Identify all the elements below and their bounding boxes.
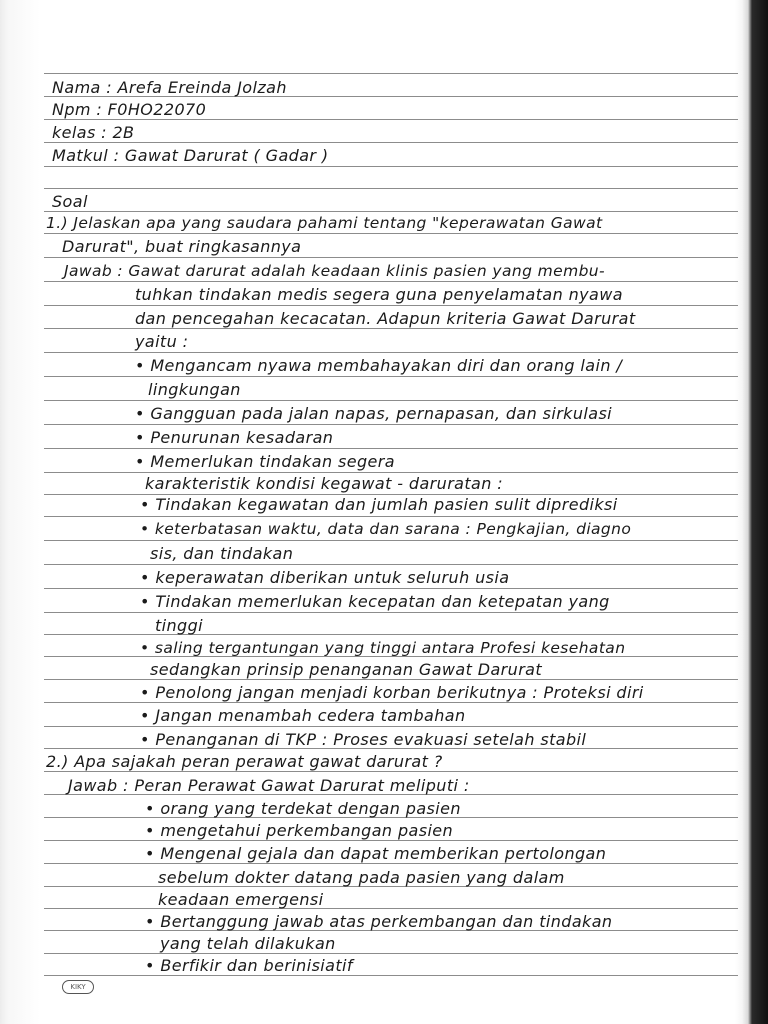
- principles-item: • Penanganan di TKP : Proses evakuasi setelah stabil: [140, 730, 587, 749]
- question-1: 1.) Jelaskan apa yang saudara pahami tentang "keperawatan Gawat: [46, 214, 603, 232]
- characteristics-item: • keterbatasan waktu, data dan sarana : Pengkajian, diagno: [140, 520, 632, 538]
- role-item: • Mengenal gejala dan dapat memberikan pertolongan: [145, 844, 607, 863]
- ruled-line: [44, 233, 738, 234]
- ruled-line: [44, 376, 738, 377]
- characteristics-item-cont: tinggi: [155, 616, 204, 635]
- principles-item: • Penolong jangan menjadi korban berikutnya : Proteksi diri: [140, 683, 644, 702]
- characteristics-item: • keperawatan diberikan untuk seluruh usia: [140, 568, 510, 587]
- role-item-cont: keadaan emergensi: [158, 890, 324, 909]
- characteristics-item-cont: sis, dan tindakan: [150, 544, 294, 563]
- criteria-item: • Memerlukan tindakan segera: [135, 452, 395, 471]
- ruled-line: [44, 305, 738, 306]
- criteria-item: • Penurunan kesadaran: [135, 428, 334, 447]
- section-heading: Soal: [52, 192, 88, 211]
- answer-2-line: Jawab : Peran Perawat Gawat Darurat meliputi :: [68, 776, 470, 795]
- question-1-cont: Darurat", buat ringkasannya: [62, 237, 302, 256]
- ruled-line: [44, 679, 738, 680]
- ruled-line: [44, 119, 738, 120]
- ruled-line: [44, 612, 738, 613]
- ruled-line: [44, 188, 738, 189]
- ruled-line: [44, 352, 738, 353]
- criteria-item: • Mengancam nyawa membahayakan diri dan orang lain /: [135, 356, 623, 375]
- ruled-line: [44, 166, 738, 167]
- role-item-cont: yang telah dilakukan: [160, 934, 336, 953]
- answer-1-line: yaitu :: [135, 332, 189, 351]
- criteria-item: • Gangguan pada jalan napas, pernapasan, dan sirkulasi: [135, 404, 613, 423]
- ruled-line: [44, 953, 738, 954]
- ruled-line: [44, 564, 738, 565]
- answer-1-line: tuhkan tindakan medis segera guna penyelamatan nyawa: [135, 285, 623, 304]
- ruled-line: [44, 908, 738, 909]
- principles-heading: sedangkan prinsip penanganan Gawat Darurat: [150, 660, 543, 679]
- role-item-cont: sebelum dokter datang pada pasien yang dalam: [158, 868, 565, 887]
- ruled-line: [44, 516, 738, 517]
- answer-1-line: dan pencegahan kecacatan. Adapun kriteria Gawat Darurat: [135, 309, 636, 328]
- criteria-item-cont: lingkungan: [148, 380, 241, 399]
- role-item: • orang yang terdekat dengan pasien: [145, 799, 461, 818]
- ruled-line: [44, 840, 738, 841]
- ruled-line: [44, 448, 738, 449]
- characteristics-item: • Tindakan memerlukan kecepatan dan ketepatan yang: [140, 592, 610, 611]
- ruled-line: [44, 726, 738, 727]
- ruled-line: [44, 863, 738, 864]
- ruled-line: [44, 424, 738, 425]
- role-item: • mengetahui perkembangan pasien: [145, 821, 454, 840]
- ruled-line: [44, 472, 738, 473]
- class-line: kelas : 2B: [52, 123, 135, 142]
- answer-1-line: Jawab : Gawat darurat adalah keadaan klinis pasien yang membu-: [64, 262, 606, 280]
- ruled-line: [44, 702, 738, 703]
- ruled-line: [44, 588, 738, 589]
- course-line: Matkul : Gawat Darurat ( Gadar ): [52, 146, 329, 165]
- ruled-line: [44, 328, 738, 329]
- role-item: • Bertanggung jawab atas perkembangan dan tindakan: [145, 912, 613, 931]
- name-line: Nama : Arefa Ereinda Jolzah: [52, 78, 287, 97]
- characteristics-item: • saling tergantungan yang tinggi antara Profesi kesehatan: [140, 639, 626, 657]
- ruled-line: [44, 975, 738, 976]
- ruled-line: [44, 771, 738, 772]
- ruled-line: [44, 257, 738, 258]
- ruled-line: [44, 142, 738, 143]
- characteristics-heading: karakteristik kondisi kegawat - daruratan :: [145, 474, 504, 493]
- ruled-line: [44, 73, 738, 74]
- principles-item: • Jangan menambah cedera tambahan: [140, 706, 466, 725]
- npm-line: Npm : F0HO22070: [52, 100, 207, 119]
- ruled-line: [44, 211, 738, 212]
- role-item: • Berfikir dan berinisiatif: [145, 956, 353, 975]
- notebook-brand-logo: KIKY: [62, 980, 94, 994]
- ruled-line: [44, 634, 738, 635]
- characteristics-item: • Tindakan kegawatan dan jumlah pasien sulit diprediksi: [140, 495, 618, 514]
- ruled-line: [44, 400, 738, 401]
- ruled-line: [44, 540, 738, 541]
- question-2: 2.) Apa sajakah peran perawat gawat darurat ?: [46, 752, 443, 771]
- ruled-line: [44, 281, 738, 282]
